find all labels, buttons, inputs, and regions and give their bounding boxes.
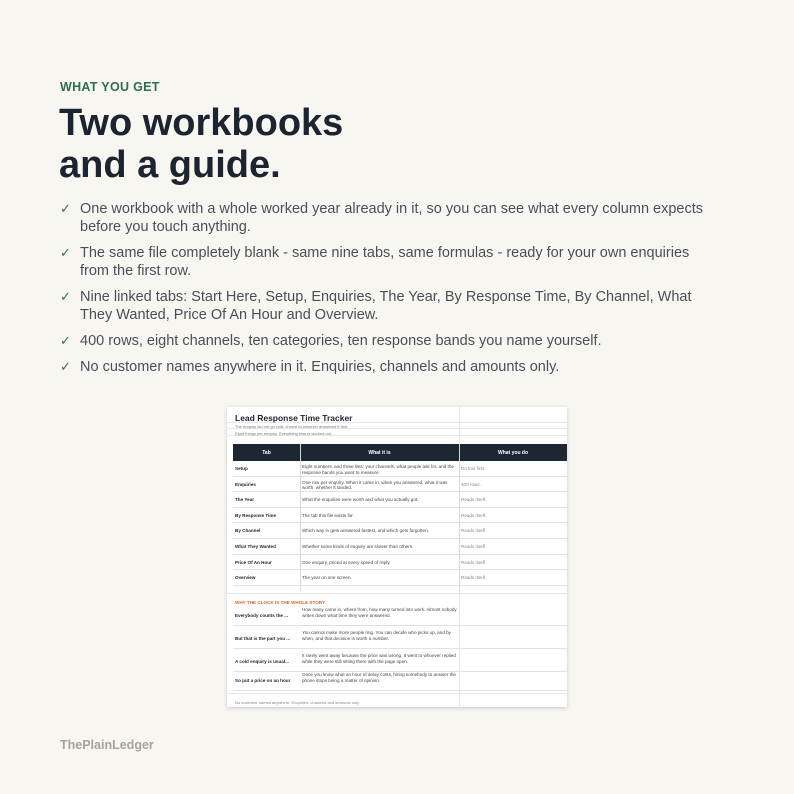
check-icon: ✓ (60, 201, 71, 216)
page-title (59, 102, 343, 186)
feature-item (60, 358, 720, 376)
check-icon: ✓ (60, 289, 71, 304)
cell-tab: What They Wanted (235, 544, 276, 549)
table-row (233, 555, 567, 571)
story-text: Once you know what an hour of delay costs, hiring somebody to answer the phone stops being a matter of opinion. (302, 672, 456, 683)
cell-what: The tab this file exists for. (302, 512, 354, 518)
table-row (233, 477, 567, 493)
story-text: You cannot make more people ring. You can decide who picks up, and by when, and that decision is worth a number. (302, 630, 451, 641)
table-row (233, 539, 567, 555)
story-row (233, 606, 567, 626)
page-title-line-2: and a guide. (59, 144, 281, 186)
sheet-header-row (233, 444, 567, 461)
cell-do: Reads itself. (461, 497, 487, 503)
cell-what: What the enquiries were worth and what you actually got. (302, 497, 419, 503)
feature-text: The same file completely blank - same nine tabs, same formulas - ready for your own enquiries from the first row. (80, 245, 690, 279)
cell-what: Which way in gets answered fastest, and which gets forgotten. (302, 528, 429, 534)
feature-text: No customer names anywhere in it. Enquiries, channels and amounts only. (80, 359, 560, 375)
feature-item (60, 200, 720, 236)
table-row (233, 523, 567, 539)
cell-tab: The Year (235, 497, 255, 503)
cell-do: 400 rows. (461, 481, 481, 487)
cell-tab: Setup (235, 466, 248, 471)
table-row (233, 508, 567, 524)
check-icon: ✓ (60, 245, 71, 260)
cell-do: Reads itself. (461, 575, 487, 581)
brand-name: ThePlainLedger (60, 738, 154, 752)
grid-divider (227, 593, 567, 594)
cell-tab: By Response Time (235, 512, 277, 518)
cell-tab: Overview (235, 575, 256, 581)
cell-tab: Price Of An Hour (235, 559, 272, 565)
feature-text: Nine linked tabs: Start Here, Setup, Enquiries, The Year, By Response Time, By Channel, What They Wanted, Price Of An Hour and Overview. (80, 289, 692, 323)
feature-item (60, 288, 720, 324)
header-tab: Tab (262, 450, 271, 456)
story-row (233, 671, 567, 691)
story-label: But that is the part you ... (235, 636, 291, 641)
cell-what: The year on one screen. (302, 575, 352, 581)
cell-what: Whether some kinds of enquiry are slower than others. (302, 544, 414, 549)
story-row (233, 652, 567, 672)
header-do: What you do (498, 450, 528, 456)
story-text: It rarely went away because the price was wrong. It went to whoever replied while they were still sitting there with the page open. (302, 653, 456, 664)
check-icon: ✓ (60, 359, 71, 374)
table-row (233, 492, 567, 508)
grid-divider (227, 693, 567, 694)
spreadsheet-preview (227, 407, 567, 707)
sheet-title: Lead Response Time Tracker (235, 413, 353, 423)
table-row (233, 570, 567, 586)
page-title-line-1: Two workbooks (59, 102, 344, 144)
table-row (233, 461, 567, 477)
feature-list (60, 200, 720, 384)
check-icon: ✓ (60, 333, 71, 348)
story-label: A cold enquiry is usual... (235, 659, 289, 664)
feature-text: One workbook with a whole worked year already in it, so you can see what every column expects before you touch anything. (80, 201, 704, 235)
section-eyebrow: WHAT YOU GET (60, 80, 160, 94)
story-row (233, 629, 567, 649)
cell-do: Reads itself. (461, 559, 487, 565)
cell-what: Eight numbers, and three lists: your channels, what people ask for, and the response bands you want to measure. (302, 464, 454, 475)
cell-do: Reads itself. (461, 544, 487, 549)
cell-what: One enquiry, priced at every speed of reply. (302, 559, 391, 565)
sheet-subtitle: Eight things per enquiry. Everything else is worked out. (235, 431, 333, 436)
section-title: WHY THE CLOCK IS THE WHOLE STORY (235, 600, 326, 605)
cell-do: Reads itself. (461, 528, 487, 534)
story-label: So put a price on an hour (235, 678, 291, 683)
feature-text: 400 rows, eight channels, ten categories, ten response bands you name yourself. (80, 333, 602, 349)
header-what: What it is (368, 450, 391, 456)
sheet-subtitle: The enquiry did not go cold. It went to whoever answered it first. (235, 424, 349, 429)
sheet-footer: No customer names anywhere. Enquiries, channels and amounts only. (235, 700, 360, 705)
cell-do: Reads itself. (461, 512, 487, 518)
feature-item (60, 244, 720, 280)
cell-tab: By Channel (235, 528, 261, 534)
story-label: Everybody counts the ... (235, 613, 289, 618)
story-text: How many came in, where from, how many turned into work. Almost nobody writes down what time they were answered. (302, 607, 457, 618)
feature-item (60, 332, 720, 350)
cell-tab: Enquiries (235, 481, 256, 487)
cell-what: One row per enquiry. When it came in, when you answered, what it was worth, whether it landed. (302, 479, 448, 491)
cell-do: Do this first. (461, 466, 486, 471)
